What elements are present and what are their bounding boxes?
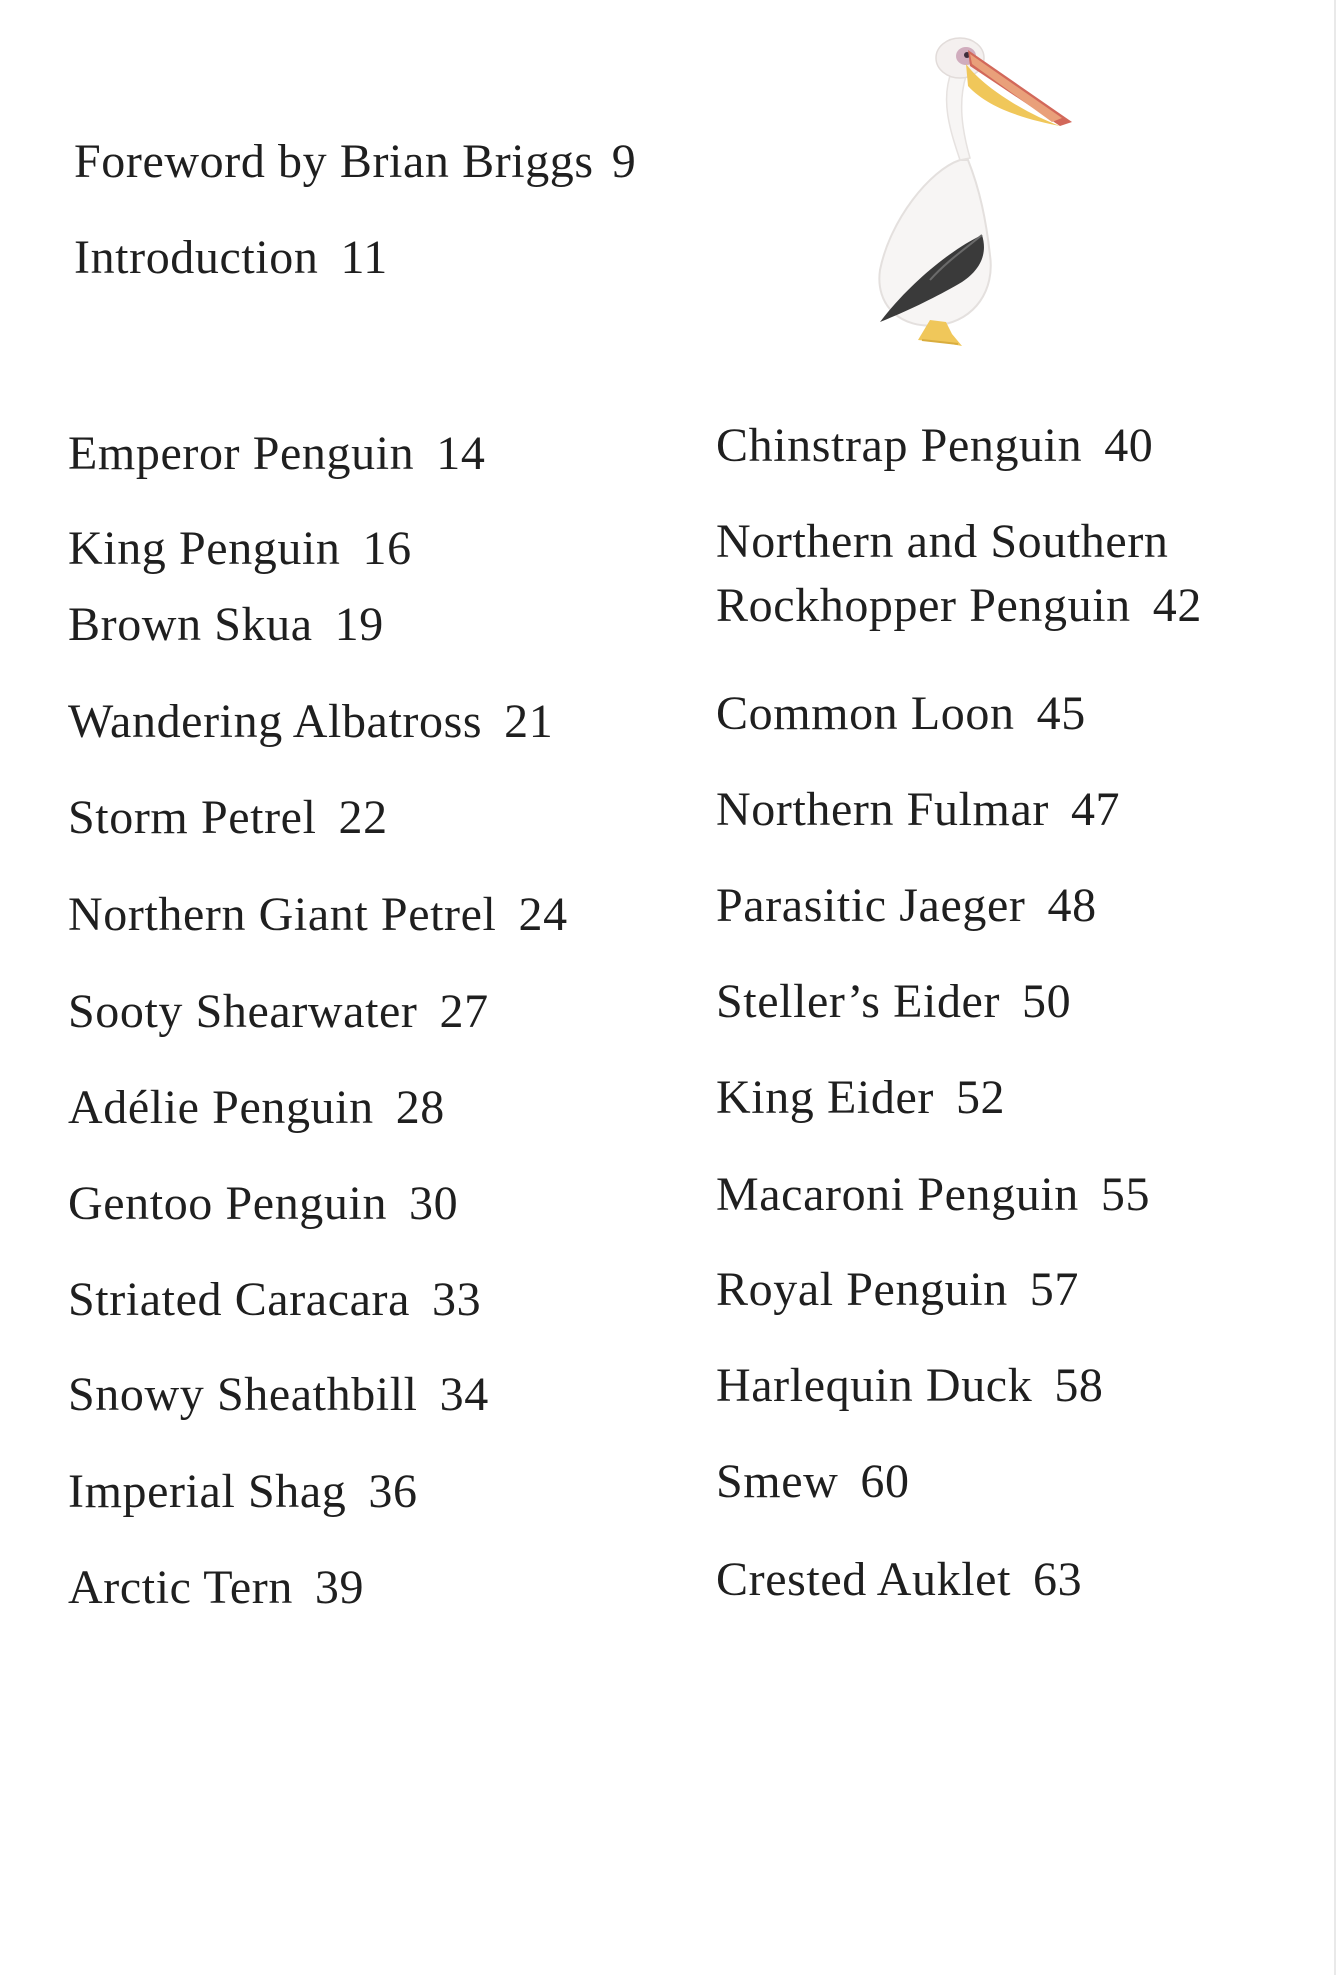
toc-entry-page: 33 bbox=[432, 1273, 482, 1326]
toc-entry-title: Wandering Albatross bbox=[68, 695, 483, 748]
toc-entry-page: 42 bbox=[1152, 579, 1202, 632]
toc-entry-title: Northern Fulmar bbox=[716, 783, 1049, 836]
toc-entry[interactable] bbox=[68, 1270, 481, 1330]
toc-entry[interactable] bbox=[716, 1165, 1150, 1225]
toc-entry-page: 58 bbox=[1054, 1359, 1104, 1412]
toc-entry-page: 16 bbox=[362, 522, 412, 575]
toc-entry-title: Snowy Sheathbill bbox=[68, 1368, 418, 1421]
toc-entry-foreword[interactable] bbox=[74, 132, 636, 192]
toc-entry[interactable] bbox=[716, 416, 1153, 476]
toc-entry-title: Storm Petrel bbox=[68, 791, 317, 844]
toc-entry-page: 55 bbox=[1100, 1168, 1151, 1221]
toc-entry-page: 34 bbox=[439, 1368, 489, 1421]
toc-entry-title: Smew bbox=[716, 1455, 839, 1508]
toc-entry-page: 28 bbox=[395, 1081, 445, 1134]
toc-entry-title: Common Loon bbox=[716, 687, 1015, 740]
toc-entry-page: 11 bbox=[340, 231, 388, 284]
toc-entry-title: King Eider bbox=[716, 1071, 934, 1124]
toc-entry-page: 50 bbox=[1022, 975, 1072, 1028]
toc-entry-page: 30 bbox=[409, 1177, 459, 1230]
toc-entry[interactable] bbox=[68, 788, 388, 848]
toc-entry[interactable] bbox=[716, 1260, 1079, 1320]
toc-entry-title: Emperor Penguin bbox=[68, 427, 415, 480]
toc-entry-title: Arctic Tern bbox=[68, 1561, 293, 1614]
toc-entry[interactable] bbox=[716, 684, 1086, 744]
toc-entry-page: 45 bbox=[1036, 687, 1086, 740]
toc-entry-title: Chinstrap Penguin bbox=[716, 419, 1083, 472]
toc-entry[interactable] bbox=[68, 424, 485, 484]
page-edge-divider bbox=[1334, 0, 1336, 1975]
toc-entry-title: Royal Penguin bbox=[716, 1263, 1008, 1316]
toc-entry[interactable] bbox=[68, 885, 568, 945]
toc-entry-title: Crested Auklet bbox=[716, 1553, 1012, 1606]
toc-entry-title: Macaroni Penguin bbox=[716, 1168, 1079, 1221]
toc-entry-page: 24 bbox=[518, 888, 568, 941]
toc-entry-page: 9 bbox=[611, 135, 637, 188]
toc-entry-page: 63 bbox=[1033, 1553, 1083, 1606]
toc-entry[interactable] bbox=[68, 1365, 489, 1425]
toc-entry-page: 52 bbox=[955, 1071, 1006, 1124]
toc-entry-page: 36 bbox=[368, 1465, 418, 1518]
toc-entry-title: Harlequin Duck bbox=[716, 1359, 1033, 1412]
toc-entry[interactable] bbox=[68, 1558, 364, 1618]
toc-entry-title: Gentoo Penguin bbox=[68, 1177, 388, 1230]
toc-entry-page: 60 bbox=[860, 1455, 910, 1508]
toc-entry-page: 19 bbox=[334, 598, 384, 651]
toc-entry[interactable] bbox=[716, 1452, 910, 1512]
toc-entry[interactable] bbox=[68, 1174, 458, 1234]
toc-entry-title: King Penguin bbox=[68, 522, 341, 575]
toc-entry-page: 14 bbox=[436, 427, 486, 480]
toc-entry-introduction[interactable] bbox=[74, 228, 388, 288]
toc-entry[interactable] bbox=[68, 1078, 445, 1138]
toc-entry[interactable] bbox=[716, 510, 1276, 638]
toc-entry-page: 22 bbox=[338, 791, 388, 844]
toc-entry[interactable] bbox=[716, 876, 1097, 936]
toc-entry[interactable] bbox=[716, 1356, 1104, 1416]
toc-entry-title: Brown Skua bbox=[68, 598, 313, 651]
toc-entry-title: Foreword by Brian Briggs bbox=[74, 135, 594, 188]
toc-entry-page: 21 bbox=[504, 695, 554, 748]
toc-entry-title: Adélie Penguin bbox=[68, 1081, 374, 1134]
toc-entry[interactable] bbox=[716, 780, 1120, 840]
toc-entry-page: 40 bbox=[1104, 419, 1154, 472]
toc-entry[interactable] bbox=[68, 519, 412, 579]
toc-entry-title: Steller’s Eider bbox=[716, 975, 1001, 1028]
toc-entry[interactable] bbox=[716, 1550, 1082, 1610]
toc-entry[interactable] bbox=[716, 972, 1071, 1032]
toc-entry[interactable] bbox=[68, 982, 489, 1042]
toc-entry-page: 47 bbox=[1070, 783, 1121, 836]
toc-entry-page: 27 bbox=[439, 985, 489, 1038]
pelican-illustration-icon bbox=[790, 10, 1090, 360]
toc-entry[interactable] bbox=[68, 692, 553, 752]
toc-entry-title: Introduction bbox=[74, 231, 319, 284]
toc-entry-page: 39 bbox=[314, 1561, 365, 1614]
toc-entry-title-line1: Northern and Southern bbox=[716, 515, 1169, 568]
toc-entry-title: Striated Caracara bbox=[68, 1273, 411, 1326]
toc-entry-title: Parasitic Jaeger bbox=[716, 879, 1026, 932]
toc-entry-title: Sooty Shearwater bbox=[68, 985, 418, 1038]
toc-entry-page: 48 bbox=[1047, 879, 1097, 932]
toc-entry[interactable] bbox=[716, 1068, 1005, 1128]
toc-entry[interactable] bbox=[68, 595, 384, 655]
toc-entry[interactable] bbox=[68, 1462, 418, 1522]
toc-entry-title: Northern Giant Petrel bbox=[68, 888, 497, 941]
toc-entry-title: Imperial Shag bbox=[68, 1465, 347, 1518]
toc-entry-page: 57 bbox=[1029, 1263, 1079, 1316]
toc-entry-title-line2: Rockhopper Penguin bbox=[716, 579, 1131, 632]
